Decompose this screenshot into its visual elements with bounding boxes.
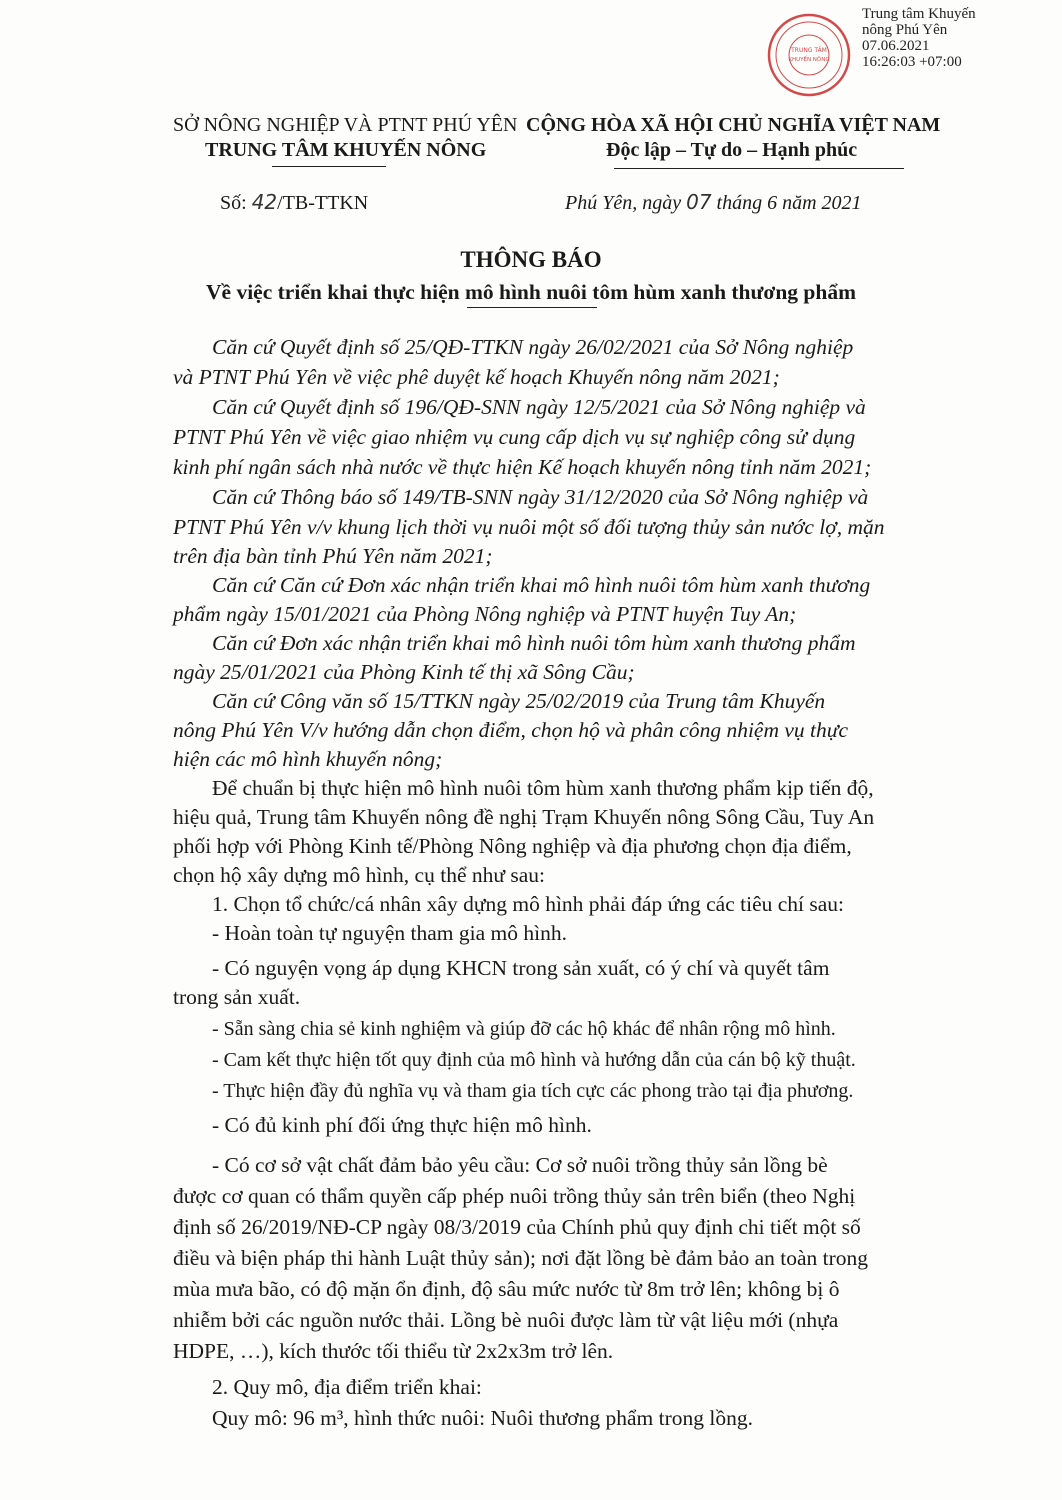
subject-underline: [467, 307, 597, 308]
body-line: PTNT Phú Yên v/v khung lịch thời vụ nuôi một số đối tượng thủy sản nước lợ, mặn: [173, 515, 885, 539]
body-line: ngày 25/01/2021 của Phòng Kinh tế thị xã Sông Cầu;: [173, 660, 635, 684]
republic-name: CỘNG HÒA XÃ HỘI CHỦ NGHĨA VIỆT NAM: [526, 114, 941, 136]
unit-name: TRUNG TÂM KHUYẾN NÔNG: [205, 139, 487, 161]
number-suffix: /TB-TTKN: [277, 192, 369, 214]
body-line: nhiễm bởi các nguồn nước thải. Lồng bè nuôi được làm từ vật liệu mới (nhựa: [173, 1308, 839, 1332]
body-line: - Cam kết thực hiện tốt quy định của mô hình và hướng dẫn của cán bộ kỹ thuật.: [212, 1049, 856, 1071]
body-line: được cơ quan có thẩm quyền cấp phép nuôi trồng thủy sản trên biển (theo Nghị: [173, 1184, 856, 1208]
unit-underline: [272, 166, 386, 167]
body-line: - Có cơ sở vật chất đảm bảo yêu cầu: Cơ sở nuôi trồng thủy sản lồng bè: [212, 1153, 828, 1177]
body-line: kinh phí ngân sách nhà nước về thực hiện Kế hoạch khuyến nông tỉnh năm 2021;: [173, 455, 872, 479]
body-line: - Có đủ kinh phí đối ứng thực hiện mô hình.: [212, 1113, 592, 1137]
document-number: [220, 190, 368, 215]
place-date-post: tháng 6 năm 2021: [716, 192, 862, 214]
signature-date: 07.06.2021: [862, 38, 930, 54]
national-motto: Độc lập – Tự do – Hạnh phúc: [606, 139, 858, 161]
body-line: Căn cứ Quyết định số 25/QĐ-TTKN ngày 26/02/2021 của Sở Nông nghiệp: [212, 335, 854, 359]
body-line: HDPE, …), kích thước tối thiểu từ 2x2x3m trở lên.: [173, 1339, 614, 1363]
body-line: - Sẵn sàng chia sẻ kinh nghiệm và giúp đỡ các hộ khác để nhân rộng mô hình.: [212, 1018, 836, 1040]
number-label: Số:: [220, 192, 247, 214]
notice-subject: Về việc triển khai thực hiện mô hình nuôi tôm hùm xanh thương phẩm: [206, 280, 856, 304]
svg-text:KHUYẾN NÔNG: KHUYẾN NÔNG: [788, 57, 830, 63]
body-line: Căn cứ Đơn xác nhận triển khai mô hình nuôi tôm hùm xanh thương phẩm: [212, 631, 856, 655]
notice-title: THÔNG BÁO: [460, 247, 602, 272]
body-line: mùa mưa bão, có độ mặn ổn định, độ sâu mức nước từ 8m trở lên; không bị ô: [173, 1277, 840, 1301]
body-line: hiện các mô hình khuyến nông;: [173, 747, 443, 771]
place-date: [565, 190, 862, 215]
body-line: chọn hộ xây dựng mô hình, cụ thể như sau:: [173, 863, 546, 887]
body-line: - Có nguyện vọng áp dụng KHCN trong sản xuất, có ý chí và quyết tâm: [212, 956, 830, 980]
body-line: 2. Quy mô, địa điểm triển khai:: [212, 1375, 482, 1399]
body-line: - Hoàn toàn tự nguyện tham gia mô hình.: [212, 921, 567, 945]
body-line: Để chuẩn bị thực hiện mô hình nuôi tôm hùm xanh thương phẩm kịp tiến độ,: [212, 776, 874, 800]
body-line: 1. Chọn tổ chức/cá nhân xây dựng mô hình phải đáp ứng các tiêu chí sau:: [212, 892, 845, 916]
body-line: Quy mô: 96 m³, hình thức nuôi: Nuôi thương phẩm trong lồng.: [212, 1406, 753, 1430]
body-line: Căn cứ Thông báo số 149/TB-SNN ngày 31/12/2020 của Sở Nông nghiệp và: [212, 485, 869, 509]
body-line: PTNT Phú Yên về việc giao nhiệm vụ cung cấp dịch vụ sự nghiệp công sử dụng: [173, 425, 856, 449]
body-line: Căn cứ Công văn số 15/TTKN ngày 25/02/2019 của Trung tâm Khuyến: [212, 689, 826, 713]
digital-signature: [862, 6, 976, 70]
body-line: điều và biện pháp thi hành Luật thủy sản); nơi đặt lồng bè đảm bảo an toàn trong: [173, 1246, 869, 1270]
day-handwritten: 07: [686, 190, 712, 214]
signature-org-line2: nông Phú Yên: [862, 22, 948, 38]
svg-text:TRUNG TÂM: TRUNG TÂM: [791, 47, 827, 54]
body-line: phẩm ngày 15/01/2021 của Phòng Nông nghiệp và PTNT huyện Tuy An;: [173, 602, 797, 626]
motto-underline: [614, 168, 904, 169]
body-line: Căn cứ Quyết định số 196/QĐ-SNN ngày 12/5/2021 của Sở Nông nghiệp và: [212, 395, 866, 419]
agency-name: SỞ NÔNG NGHIỆP VÀ PTNT PHÚ YÊN: [173, 114, 518, 136]
body-line: phối hợp với Phòng Kinh tế/Phòng Nông nghiệp và địa phương chọn địa điểm,: [173, 834, 852, 858]
body-line: Căn cứ Căn cứ Đơn xác nhận triển khai mô hình nuôi tôm hùm xanh thương: [212, 573, 871, 597]
number-handwritten: 42: [251, 190, 278, 214]
organization-seal: [766, 12, 852, 98]
body-line: nông Phú Yên V/v hướng dẫn chọn điểm, chọn hộ và phân công nhiệm vụ thực: [173, 718, 849, 742]
signature-org-line1: Trung tâm Khuyến: [862, 6, 976, 22]
body-line: trong sản xuất.: [173, 985, 301, 1009]
body-line: trên địa bàn tỉnh Phú Yên năm 2021;: [173, 544, 493, 568]
place-date-pre: Phú Yên, ngày: [565, 192, 682, 214]
body-line: - Thực hiện đầy đủ nghĩa vụ và tham gia tích cực các phong trào tại địa phương.: [212, 1080, 854, 1102]
signature-time: 16:26:03 +07:00: [862, 54, 962, 70]
body-line: định số 26/2019/NĐ-CP ngày 08/3/2019 của Chính phủ quy định chi tiết một số: [173, 1215, 861, 1239]
body-line: hiệu quả, Trung tâm Khuyến nông đề nghị Trạm Khuyến nông Sông Cầu, Tuy An: [173, 805, 875, 829]
body-line: và PTNT Phú Yên về việc phê duyệt kế hoạch Khuyến nông năm 2021;: [173, 365, 780, 389]
